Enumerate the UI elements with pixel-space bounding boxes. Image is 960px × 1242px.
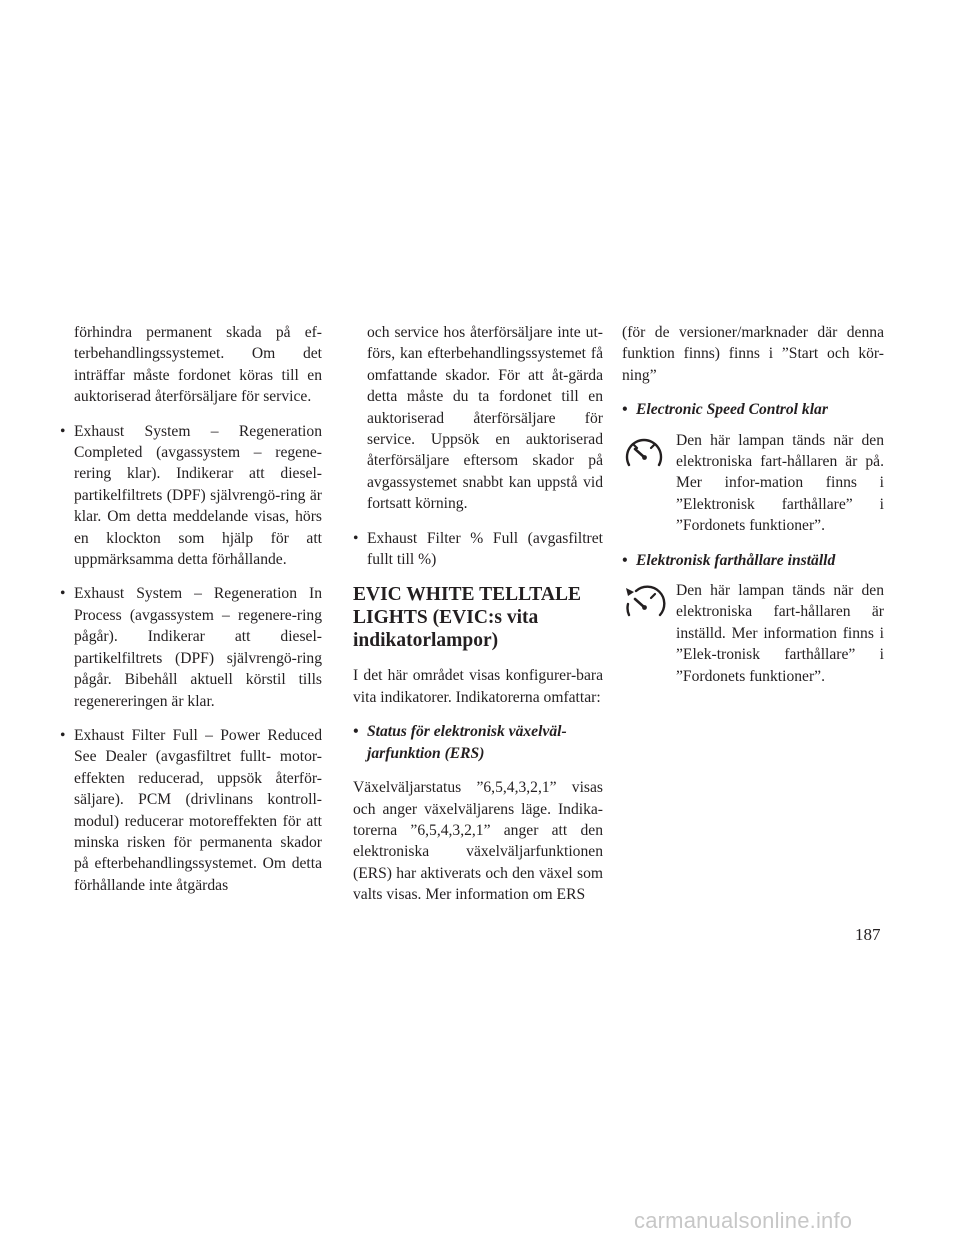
bullet-regeneration-completed: • Exhaust System – Regeneration Completed (avgassystem – regene-rering klar). Indikerar att diesel-partikelfiltrets (DPF) självrengö-ring är klar. Om detta meddelande visas, hörs en klockton som hjälp för att uppmärksamma detta förhållande. — [60, 421, 322, 571]
speed-control-on-icon — [622, 432, 666, 476]
continued-paragraph: och service hos återförsäljare inte ut-förs, kan efterbehandlingssystemet få omfattande skador. För att åt-gärda detta måste du ta fordonet till en auktoriserad återförsäljare för service. Uppsök en auktoriserad återförsäljare eftersom skador på avgassystemet snabbt kan uppstå vid fortsatt körning. — [367, 324, 603, 513]
bullet-exhaust-filter-full: • Exhaust Filter Full – Power Reduced See Dealer (avgasfiltret fullt- motor-effekten reducerad, uppsök återför-säljare). PCM (drivlinans kontroll-modul) reducerar motoreffekten för att minska risken för permanenta skador på efterbehandlingssystemet. Om detta förhållande inte åtgärdas — [60, 725, 322, 896]
continued-paragraph: förhindra permanent skada på ef-terbehandlingssystemet. Om det inträffar måste fordonet köras till en auktoriserad återförsäljare för service. — [74, 324, 322, 406]
bullet-regeneration-in-process: • Exhaust System – Regeneration In Process (avgassystem – regenere-ring pågår). Indikerar att diesel-partikelfiltrets (DPF) självrengö-ring pågår. Bibehåll aktuell körstil tills regenereringen är klar. — [60, 583, 322, 711]
speed-control-ready-title: • Electronic Speed Control klar — [622, 399, 884, 420]
section-intro: I det här området visas konfigurer-bara vita indikatorer. Indikatorerna omfattar: — [353, 667, 603, 706]
page-number: 187 — [855, 925, 881, 944]
speed-control-set-title: • Elektronisk farthållare inställd — [622, 550, 884, 571]
column-2 — [353, 322, 603, 906]
speed-control-ready-text: Den här lampan tänds när den elektroniska fart-hållaren är på. Mer infor-mation finns i ”Elektronisk farthållare” i ”Fordonets funktioner”. — [676, 431, 884, 535]
column-1 — [60, 322, 322, 896]
continued-paragraph: (för de versioner/marknader där denna funktion finns) finns i ”Start och kör-ning” — [622, 324, 884, 384]
speed-control-set-icon — [622, 582, 666, 626]
section-heading: EVIC WHITE TELLTALE LIGHTS (EVIC:s vita indikatorlampor) — [353, 584, 581, 652]
ers-description: Växelväljarstatus ”6,5,4,3,2,1” visas och anger växelväljarens läge. Indika-torerna ”6,5,4,3,2,1” anger att den elektroniska växelväljarfunktionen (ERS) har aktiverats och den växel som valts visas. Mer information om ERS — [353, 779, 603, 904]
bullet-exhaust-filter-percent: • Exhaust Filter % Full (avgasfiltret fullt till %) — [353, 528, 603, 571]
speed-control-set-text: Den här lampan tänds när den elektroniska fart-hållaren är inställd. Mer information finns i ”Elek-tronisk farthållare” i ”Fordonets funktioner”. — [676, 582, 884, 685]
speed-control-ready-block — [622, 430, 884, 537]
ers-title: • Status för elektronisk växelväl-jarfunktion (ERS) — [353, 721, 603, 764]
watermark: carmanualsonline.info — [634, 1208, 853, 1233]
column-3 — [622, 322, 884, 687]
speed-control-set-block — [622, 580, 884, 687]
